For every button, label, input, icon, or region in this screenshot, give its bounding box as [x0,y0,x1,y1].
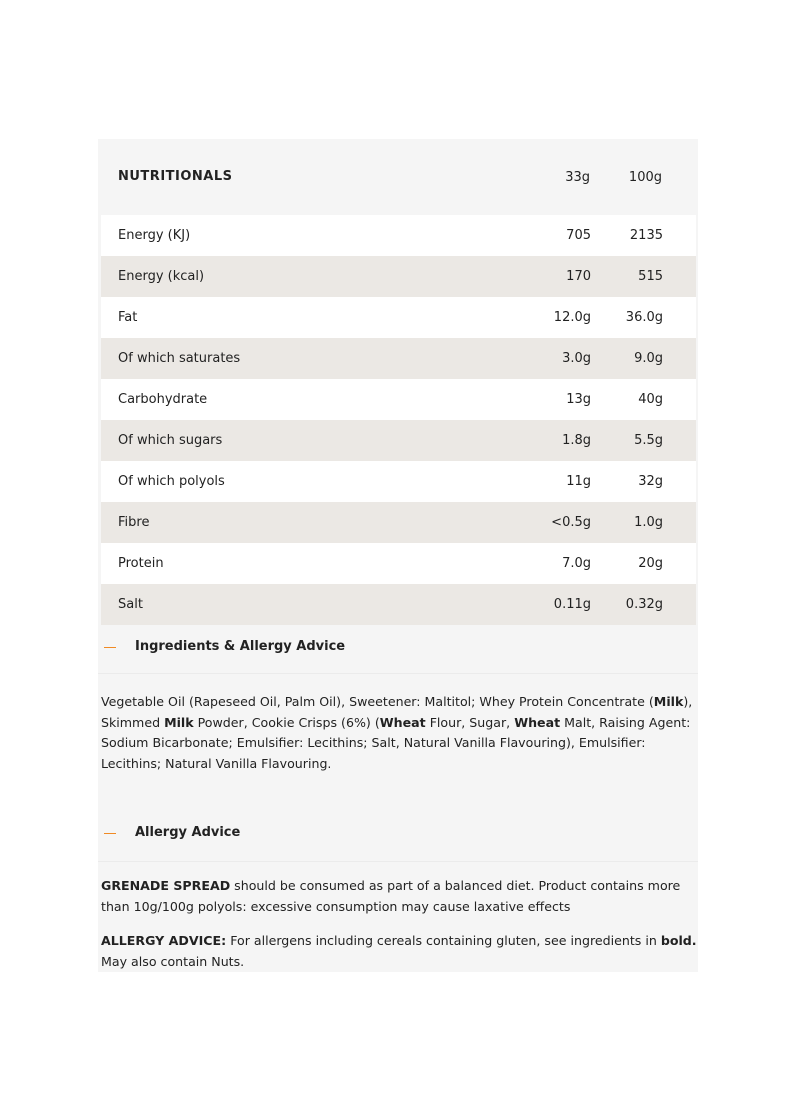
table-row [101,338,696,379]
value-33g: 1.8g [562,433,591,448]
nutrient-name: Of which sugars [118,433,223,448]
allergen-wheat: Wheat [379,714,426,730]
value-33g: 7.0g [562,556,591,571]
table-row [101,461,696,502]
column-header-100g: 100g [628,170,662,185]
collapse-dash-icon [104,833,116,834]
value-33g: 12.0g [553,310,591,325]
value-33g: <0.5g [551,515,591,530]
table-row [101,502,696,543]
allergy-paragraph-2: ALLERGY ADVICE: For allergens including cereals containing gluten, see ingredients in bold. May also contain Nuts. [101,933,697,969]
value-100g: 9.0g [634,351,663,366]
table-row [101,543,696,584]
value-100g: 5.5g [634,433,663,448]
ingredients-accordion-header[interactable] [98,623,698,673]
brand-name: GRENADE SPREAD [101,878,231,893]
table-row [101,215,696,256]
nutrient-name: Fat [118,310,138,325]
value-33g: 170 [566,269,591,284]
value-100g: 2135 [629,228,663,243]
nutrition-table-header [98,139,698,215]
allergy-advice-label: ALLERGY ADVICE: [101,933,227,948]
value-100g: 1.0g [634,515,663,530]
column-header-33g: 33g [565,170,590,185]
value-33g: 3.0g [562,351,591,366]
ingredients-title: Ingredients & Allergy Advice [135,639,346,654]
value-33g: 0.11g [553,597,591,612]
value-100g: 40g [638,392,663,407]
value-100g: 36.0g [625,310,663,325]
nutrient-name: Energy (kcal) [118,269,205,284]
table-row [101,420,696,461]
bold-keyword: bold. [660,933,697,948]
section-divider [98,673,698,674]
allergen-wheat: Wheat [514,714,561,730]
nutrient-name: Of which saturates [118,351,241,366]
nutrition-panel [98,139,698,972]
nutrient-name: Carbohydrate [118,392,208,407]
allergen-milk: Milk [653,694,684,709]
nutritionals-heading: NUTRITIONALS [118,169,233,184]
nutrient-name: Protein [118,556,164,571]
table-row [101,297,696,338]
value-100g: 20g [638,556,663,571]
table-row [101,379,696,420]
nutrition-table-body [101,215,696,625]
value-33g: 13g [566,392,591,407]
table-row [101,584,696,625]
nutrient-name: Of which polyols [118,474,225,489]
allergy-title: Allergy Advice [135,825,241,840]
value-100g: 515 [638,269,663,284]
nutrient-name: Salt [118,597,143,612]
value-100g: 32g [638,474,663,489]
value-100g: 0.32g [625,597,663,612]
section-divider [98,861,698,862]
nutrient-name: Energy (KJ) [118,228,191,243]
ingredients-text: Vegetable Oil (Rapeseed Oil, Palm Oil), Sweetener: Maltitol; Whey Protein Concentrate (Milk), Skimmed Milk Powder, Cookie Crisps (6%) (Wheat Flour, Sugar, Wheat Malt, Raising Agent: Sodium Bicarbonate; Emulsifier: Lecithins; Salt, Natural Vanilla Flavouring), Emulsifier: Lecithins; Natural Vanilla Flavouring. [101,694,693,771]
nutrient-name: Fibre [118,515,150,530]
value-33g: 11g [566,474,591,489]
allergy-paragraph-1: GRENADE SPREAD should be consumed as part of a balanced diet. Product contains more than 10g/100g polyols: excessive consumption may cause laxative effects [101,878,681,914]
allergy-accordion-header[interactable] [98,809,698,859]
value-33g: 705 [566,228,591,243]
collapse-dash-icon [104,647,116,648]
table-row [101,256,696,297]
allergen-milk: Milk [164,714,194,730]
